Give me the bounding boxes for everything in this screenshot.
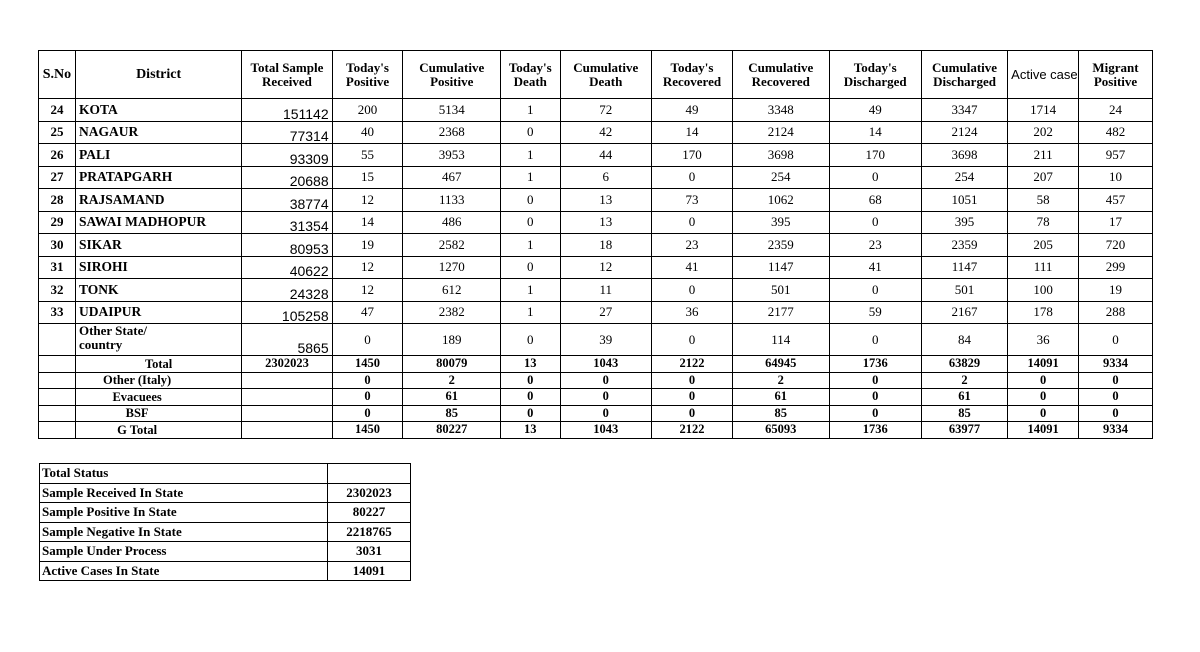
row-value-tdis: 0: [829, 324, 921, 356]
row-value-tr: 36: [651, 301, 732, 324]
header-line: Total Sample: [250, 59, 324, 75]
row-value-cr: 501: [733, 279, 830, 302]
row-value-mp: 957: [1079, 144, 1153, 167]
status-label: Active Cases In State: [40, 561, 328, 581]
row-value-cr: 3348: [733, 99, 830, 122]
row-value-cd: 12: [560, 256, 651, 279]
row-value-tr: 2122: [651, 422, 732, 439]
row-value-tr: 2122: [651, 356, 732, 373]
row-value-ac: 36: [1008, 324, 1079, 356]
status-value: 2302023: [328, 483, 411, 503]
row-sno: 28: [39, 189, 76, 212]
district-line: Other State/: [78, 323, 147, 338]
row-value-tdis: 41: [829, 256, 921, 279]
row-total-sample: 20688: [242, 166, 332, 189]
header-cumulative-discharged: [921, 51, 1007, 99]
row-value-cd: 72: [560, 99, 651, 122]
row-value-ac: 202: [1008, 121, 1079, 144]
header-active-case: Active case: [1008, 51, 1079, 99]
row-value-cdis: 84: [921, 324, 1007, 356]
row-label: G Total: [75, 422, 241, 439]
header-total-sample: [242, 51, 332, 99]
row-district: PRATAPGARH: [75, 166, 241, 189]
header-todays-recovered: [651, 51, 732, 99]
table-row: [39, 279, 1153, 302]
row-value-mp: 17: [1079, 211, 1153, 234]
header-line: Today's: [853, 59, 897, 75]
row-value-cdis: 2: [921, 372, 1007, 389]
row-value-tdis: 0: [829, 389, 921, 406]
row-value-cd: 44: [560, 144, 651, 167]
row-value-tp: 0: [332, 405, 403, 422]
row-value-tp: 14: [332, 211, 403, 234]
status-row: [40, 522, 411, 542]
row-label: Evacuees: [75, 389, 241, 406]
table-total-row: [39, 389, 1153, 406]
row-value-tr: 49: [651, 99, 732, 122]
status-row: [40, 483, 411, 503]
row-value-mp: 0: [1079, 372, 1153, 389]
row-label: BSF: [75, 405, 241, 422]
row-value-cdis: 63829: [921, 356, 1007, 373]
row-value-cd: 0: [560, 389, 651, 406]
row-value-ac: 178: [1008, 301, 1079, 324]
row-value-tdis: 0: [829, 211, 921, 234]
row-value-tr: 41: [651, 256, 732, 279]
row-value-cd: 1043: [560, 422, 651, 439]
row-value-cp: 2582: [403, 234, 501, 257]
header-line: Recovered: [662, 73, 722, 89]
row-value-cd: 0: [560, 405, 651, 422]
header-line: Death: [513, 73, 547, 89]
row-value-cp: 612: [403, 279, 501, 302]
row-total-sample: 151142: [242, 99, 332, 122]
row-value-tp: 12: [332, 256, 403, 279]
row-sno: [39, 405, 76, 422]
row-value-ac: 78: [1008, 211, 1079, 234]
row-value-tr: 23: [651, 234, 732, 257]
row-value-td: 1: [501, 279, 561, 302]
header-line: Death: [589, 73, 623, 89]
row-sno: 30: [39, 234, 76, 257]
row-district: PALI: [75, 144, 241, 167]
row-value-cd: 6: [560, 166, 651, 189]
row-total-sample: 24328: [242, 279, 332, 302]
row-value-tdis: 1736: [829, 356, 921, 373]
table-total-row: [39, 372, 1153, 389]
row-value-mp: 10: [1079, 166, 1153, 189]
row-value-td: 0: [501, 121, 561, 144]
status-value: 80227: [328, 503, 411, 523]
table-header-row: [39, 51, 1153, 99]
status-label: Sample Received In State: [40, 483, 328, 503]
row-value-mp: 482: [1079, 121, 1153, 144]
row-district: [75, 324, 241, 356]
row-value-tr: 170: [651, 144, 732, 167]
row-value-cd: 1043: [560, 356, 651, 373]
row-value-td: 13: [501, 356, 561, 373]
table-total-row: [39, 405, 1153, 422]
row-value-cp: 189: [403, 324, 501, 356]
row-value-ac: 14091: [1008, 422, 1079, 439]
table-total-row: [39, 356, 1153, 373]
row-value-cp: 1133: [403, 189, 501, 212]
row-total-sample: 93309: [242, 144, 332, 167]
header-line: Discharged: [933, 73, 996, 89]
row-total-sample: 105258: [242, 301, 332, 324]
status-title-blank: [328, 464, 411, 484]
table-row: [39, 99, 1153, 122]
table-row: [39, 121, 1153, 144]
row-value-ac: 111: [1008, 256, 1079, 279]
row-sno: [39, 356, 76, 373]
row-total-sample: 40622: [242, 256, 332, 279]
table-row: [39, 301, 1153, 324]
status-value: 3031: [328, 542, 411, 562]
row-value-ac: 0: [1008, 372, 1079, 389]
row-value-cr: 395: [733, 211, 830, 234]
row-value-tr: 14: [651, 121, 732, 144]
row-value-tdis: 49: [829, 99, 921, 122]
row-sno: 25: [39, 121, 76, 144]
row-value-cr: 2: [733, 372, 830, 389]
row-value-cr: 85: [733, 405, 830, 422]
row-value-cp: 85: [403, 405, 501, 422]
row-district: NAGAUR: [75, 121, 241, 144]
row-value-tr: 73: [651, 189, 732, 212]
row-sno: 27: [39, 166, 76, 189]
row-value-td: 0: [501, 256, 561, 279]
row-value-tr: 0: [651, 405, 732, 422]
header-line: Discharged: [843, 73, 907, 89]
row-district: SAWAI MADHOPUR: [75, 211, 241, 234]
header-line: Cumulative: [932, 59, 998, 75]
row-value-cr: 114: [733, 324, 830, 356]
row-value-cr: 64945: [733, 356, 830, 373]
row-value-cdis: 3698: [921, 144, 1007, 167]
table-row: [39, 211, 1153, 234]
row-value-mp: 0: [1079, 389, 1153, 406]
row-value-tr: 0: [651, 389, 732, 406]
row-value-mp: 457: [1079, 189, 1153, 212]
header-line: Cumulative: [573, 59, 639, 75]
row-sno: [39, 389, 76, 406]
row-value-tdis: 68: [829, 189, 921, 212]
row-value-mp: 288: [1079, 301, 1153, 324]
status-value: 2218765: [328, 522, 411, 542]
row-value-td: 0: [501, 389, 561, 406]
row-value-tr: 0: [651, 166, 732, 189]
row-value-tdis: 0: [829, 405, 921, 422]
row-value-tdis: 59: [829, 301, 921, 324]
row-value-cdis: 1051: [921, 189, 1007, 212]
status-label: Sample Under Process: [40, 542, 328, 562]
row-value-td: 1: [501, 166, 561, 189]
row-value-cd: 13: [560, 189, 651, 212]
header-line: Recovered: [751, 73, 810, 89]
row-value-td: 1: [501, 301, 561, 324]
header-line: Today's: [346, 59, 389, 75]
header-cumulative-positive: [403, 51, 501, 99]
row-value-tp: 19: [332, 234, 403, 257]
row-sno: 29: [39, 211, 76, 234]
row-value-cp: 80079: [403, 356, 501, 373]
row-value-tdis: 0: [829, 166, 921, 189]
row-value-mp: 19: [1079, 279, 1153, 302]
header-line: Positive: [345, 73, 390, 89]
header-line: Migrant: [1092, 59, 1139, 75]
row-district: TONK: [75, 279, 241, 302]
row-label: Total: [75, 356, 241, 373]
row-value-cp: 2: [403, 372, 501, 389]
header-cumulative-recovered: [733, 51, 830, 99]
row-value-ac: 14091: [1008, 356, 1079, 373]
row-value-cr: 1147: [733, 256, 830, 279]
row-value-mp: 9334: [1079, 356, 1153, 373]
row-value-cr: 2359: [733, 234, 830, 257]
row-value-cdis: 2124: [921, 121, 1007, 144]
table-row-other-state: [39, 324, 1153, 356]
status-title: Total Status: [40, 464, 328, 484]
row-value-tdis: 23: [829, 234, 921, 257]
row-value-cdis: 254: [921, 166, 1007, 189]
status-label: Sample Negative In State: [40, 522, 328, 542]
row-value-tdis: 0: [829, 372, 921, 389]
row-value-ac: 58: [1008, 189, 1079, 212]
header-line: Today's: [508, 59, 552, 75]
row-sno: 31: [39, 256, 76, 279]
table-row: [39, 144, 1153, 167]
row-value-cr: 65093: [733, 422, 830, 439]
row-value-tp: 200: [332, 99, 403, 122]
row-value-tp: 12: [332, 279, 403, 302]
row-value-cd: 13: [560, 211, 651, 234]
row-value-tp: 0: [332, 389, 403, 406]
row-value-cdis: 85: [921, 405, 1007, 422]
row-value-tr: 0: [651, 211, 732, 234]
row-value-tp: 0: [332, 324, 403, 356]
table-row: [39, 234, 1153, 257]
row-value-cr: 3698: [733, 144, 830, 167]
row-value-tdis: 170: [829, 144, 921, 167]
row-value-cr: 2177: [733, 301, 830, 324]
row-value-cp: 467: [403, 166, 501, 189]
row-value-ac: 207: [1008, 166, 1079, 189]
row-district: KOTA: [75, 99, 241, 122]
row-value-tp: 12: [332, 189, 403, 212]
row-value-cr: 2124: [733, 121, 830, 144]
row-value-mp: 0: [1079, 405, 1153, 422]
row-sno: [39, 324, 76, 356]
table-row: [39, 189, 1153, 212]
row-district: RAJSAMAND: [75, 189, 241, 212]
row-total-sample: [242, 422, 332, 439]
row-value-td: 0: [501, 211, 561, 234]
row-value-cdis: 63977: [921, 422, 1007, 439]
row-value-cp: 80227: [403, 422, 501, 439]
row-value-tp: 1450: [332, 356, 403, 373]
row-total-sample: 2302023: [242, 356, 332, 373]
header-todays-death: [501, 51, 561, 99]
status-row: [40, 542, 411, 562]
header-line: Positive: [430, 73, 474, 89]
row-label: Other (Italy): [75, 372, 241, 389]
row-value-tp: 15: [332, 166, 403, 189]
row-value-ac: 211: [1008, 144, 1079, 167]
row-value-cp: 2368: [403, 121, 501, 144]
row-value-cd: 42: [560, 121, 651, 144]
table-row: [39, 166, 1153, 189]
row-value-tdis: 14: [829, 121, 921, 144]
total-status-table: [39, 463, 411, 581]
row-district: SIROHI: [75, 256, 241, 279]
row-value-mp: 24: [1079, 99, 1153, 122]
row-total-sample: 80953: [242, 234, 332, 257]
row-value-ac: 100: [1008, 279, 1079, 302]
row-value-cd: 18: [560, 234, 651, 257]
row-district: UDAIPUR: [75, 301, 241, 324]
table-row: [39, 256, 1153, 279]
row-value-tp: 47: [332, 301, 403, 324]
row-value-tdis: 1736: [829, 422, 921, 439]
row-value-mp: 720: [1079, 234, 1153, 257]
row-total-sample: 38774: [242, 189, 332, 212]
row-total-sample: 77314: [242, 121, 332, 144]
row-total-sample: 31354: [242, 211, 332, 234]
row-value-ac: 205: [1008, 234, 1079, 257]
status-value: 14091: [328, 561, 411, 581]
header-migrant-positive: [1079, 51, 1153, 99]
row-value-tp: 0: [332, 372, 403, 389]
header-line: Cumulative: [419, 59, 485, 75]
row-value-mp: 0: [1079, 324, 1153, 356]
status-title-row: [40, 464, 411, 484]
row-value-ac: 0: [1008, 405, 1079, 422]
district-line: country: [78, 337, 123, 352]
row-value-cp: 3953: [403, 144, 501, 167]
row-value-cd: 39: [560, 324, 651, 356]
row-value-td: 0: [501, 405, 561, 422]
row-value-cp: 61: [403, 389, 501, 406]
row-value-td: 1: [501, 99, 561, 122]
header-line: Positive: [1093, 73, 1138, 89]
row-value-tr: 0: [651, 324, 732, 356]
row-sno: [39, 372, 76, 389]
row-total-sample: 5865: [242, 324, 332, 356]
status-label: Sample Positive In State: [40, 503, 328, 523]
header-line: Cumulative: [748, 59, 814, 75]
header-line: Today's: [670, 59, 714, 75]
row-value-td: 13: [501, 422, 561, 439]
row-value-cp: 2382: [403, 301, 501, 324]
row-value-cdis: 3347: [921, 99, 1007, 122]
row-sno: 33: [39, 301, 76, 324]
header-district: District: [75, 51, 241, 99]
row-value-cp: 1270: [403, 256, 501, 279]
row-value-td: 0: [501, 189, 561, 212]
header-todays-discharged: [829, 51, 921, 99]
row-value-cd: 0: [560, 372, 651, 389]
row-value-cdis: 2167: [921, 301, 1007, 324]
row-total-sample: [242, 405, 332, 422]
row-value-mp: 299: [1079, 256, 1153, 279]
header-line: Received: [262, 73, 312, 89]
row-value-tr: 0: [651, 372, 732, 389]
status-row: [40, 561, 411, 581]
row-value-cdis: 61: [921, 389, 1007, 406]
row-value-ac: 0: [1008, 389, 1079, 406]
row-value-cdis: 2359: [921, 234, 1007, 257]
row-sno: 32: [39, 279, 76, 302]
row-value-tdis: 0: [829, 279, 921, 302]
row-value-cd: 27: [560, 301, 651, 324]
row-value-mp: 9334: [1079, 422, 1153, 439]
row-value-tp: 55: [332, 144, 403, 167]
header-sno: S.No: [39, 51, 76, 99]
row-value-cdis: 395: [921, 211, 1007, 234]
row-value-ac: 1714: [1008, 99, 1079, 122]
row-value-tr: 0: [651, 279, 732, 302]
row-value-cd: 11: [560, 279, 651, 302]
row-value-td: 1: [501, 144, 561, 167]
district-covid-table: [38, 50, 1153, 439]
status-row: [40, 503, 411, 523]
row-value-cr: 1062: [733, 189, 830, 212]
table-total-row: [39, 422, 1153, 439]
row-value-cp: 486: [403, 211, 501, 234]
row-total-sample: [242, 389, 332, 406]
row-value-cdis: 501: [921, 279, 1007, 302]
row-total-sample: [242, 372, 332, 389]
row-value-td: 0: [501, 324, 561, 356]
row-district: SIKAR: [75, 234, 241, 257]
row-sno: 26: [39, 144, 76, 167]
header-cumulative-death: [560, 51, 651, 99]
header-todays-positive: [332, 51, 403, 99]
row-value-tp: 1450: [332, 422, 403, 439]
row-value-cr: 254: [733, 166, 830, 189]
row-value-cr: 61: [733, 389, 830, 406]
row-sno: [39, 422, 76, 439]
row-value-tp: 40: [332, 121, 403, 144]
row-sno: 24: [39, 99, 76, 122]
row-value-td: 0: [501, 372, 561, 389]
row-value-cdis: 1147: [921, 256, 1007, 279]
row-value-cp: 5134: [403, 99, 501, 122]
row-value-td: 1: [501, 234, 561, 257]
